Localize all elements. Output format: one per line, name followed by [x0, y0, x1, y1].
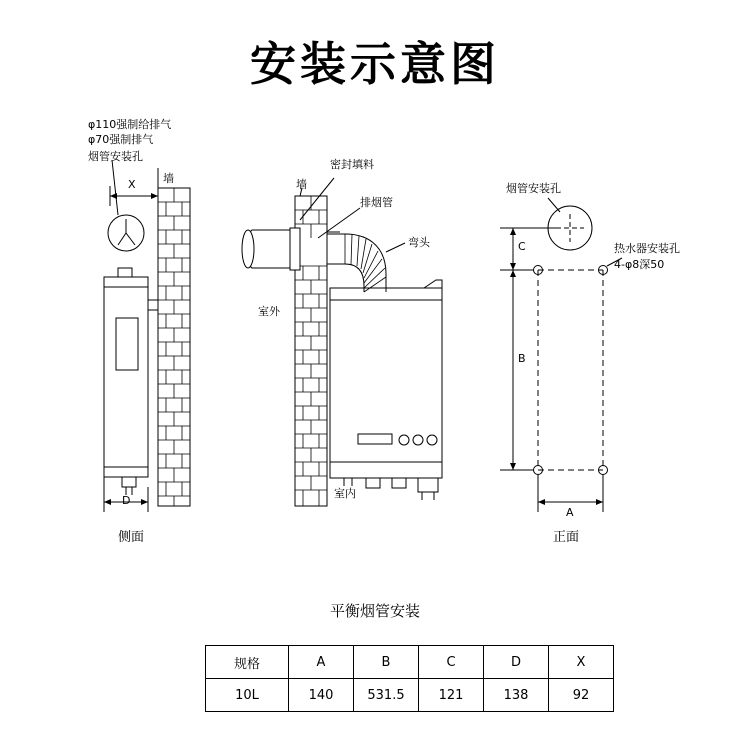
td-c: 121 [419, 679, 484, 712]
th-spec: 规格 [206, 646, 289, 679]
label-flue-70: φ70强制排气 [88, 133, 154, 146]
label-flue-110: φ110强制给排气 [88, 118, 172, 131]
dim-label-c: C [518, 240, 526, 253]
td-b: 531.5 [354, 679, 419, 712]
td-spec: 10L [206, 679, 289, 712]
dim-label-a: A [566, 506, 574, 519]
td-d: 138 [484, 679, 549, 712]
th-d: D [484, 646, 549, 679]
th-c: C [419, 646, 484, 679]
td-x: 92 [549, 679, 614, 712]
label-seal-filler: 密封填料 [330, 158, 374, 171]
balance-flue-caption: 平衡烟管安装 [329, 602, 420, 620]
th-b: B [354, 646, 419, 679]
label-heater-hole: 热水器安装孔 [614, 242, 680, 255]
th-a: A [289, 646, 354, 679]
td-a: 140 [289, 679, 354, 712]
spec-table [205, 645, 614, 712]
page-title: 安装示意图 [250, 37, 500, 91]
label-outdoor: 室外 [258, 305, 280, 318]
dim-label-x-left: X [128, 178, 136, 191]
caption-front-view: 正面 [553, 530, 580, 545]
table-header-row [206, 646, 614, 679]
label-wall-left: 墙 [163, 172, 174, 185]
label-flue-hole-right: 烟管安装孔 [506, 182, 561, 195]
dim-label-b: B [518, 352, 526, 365]
label-elbow: 弯头 [408, 236, 430, 249]
dim-label-d-left: D [122, 494, 131, 507]
caption-side-view: 侧面 [118, 530, 145, 545]
label-flue-hole-left: 烟管安装孔 [88, 150, 143, 163]
th-x: X [549, 646, 614, 679]
label-indoor: 室内 [334, 487, 356, 500]
label-exhaust-pipe: 排烟管 [360, 196, 393, 209]
label-wall-middle: 墙 [296, 178, 307, 191]
table-row [206, 679, 614, 712]
label-bolt-spec: 4-φ8深50 [614, 258, 665, 271]
